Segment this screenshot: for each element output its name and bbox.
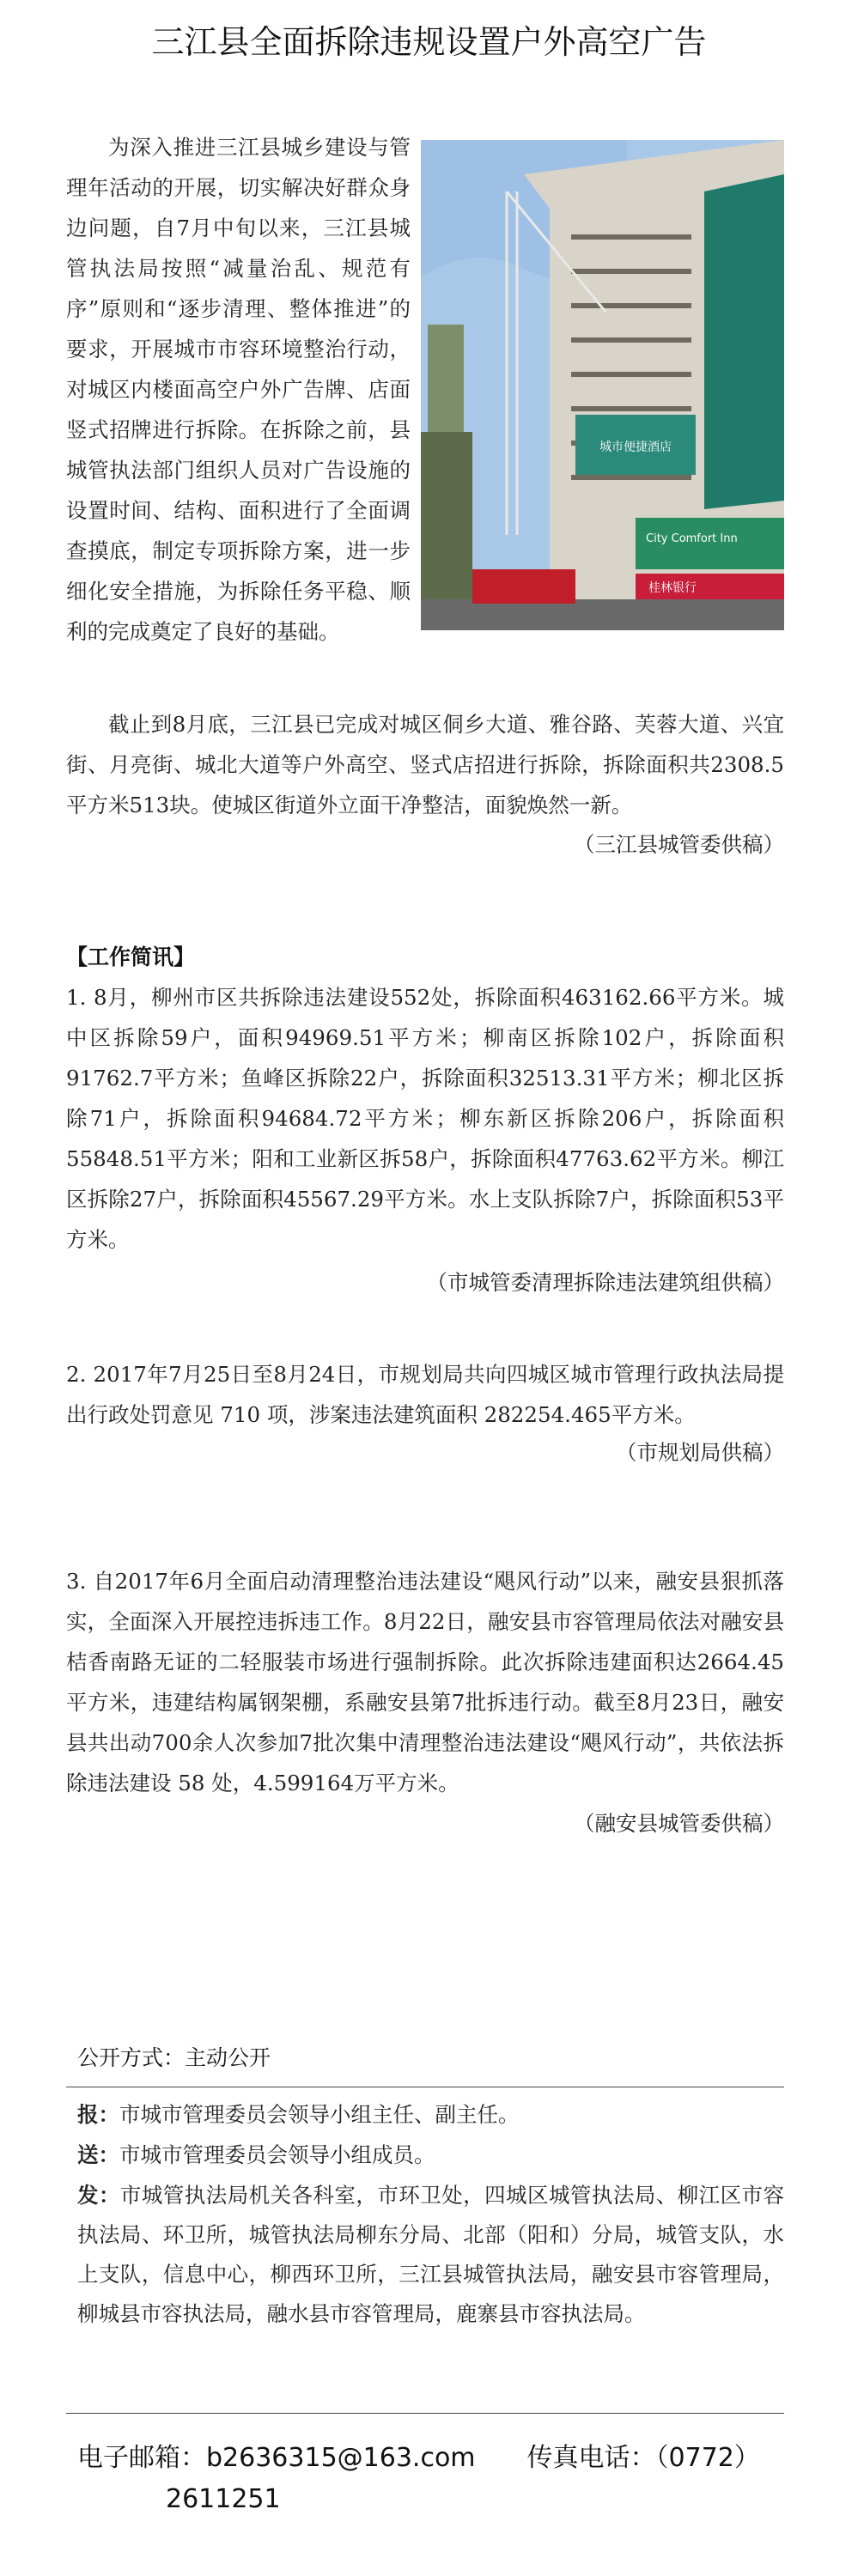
- distribution-send-label: 送：: [77, 2142, 119, 2167]
- article-paragraph-1: 为深入推进三江县城乡建设与管理年活动的开展，切实解决好群众身边问题，自7月中旬以来，三江县城管执法局按照“减量治乱、规范有序”原则和“逐步清理、整体推进”的要求，开展城市市容环境整治行动，对城区内楼面高空户外广告牌、店面竖式招牌进行拆除。在拆除之前，县城管执法部门组织人员对广告设施的设置时间、结构、面积进行了全面调查摸底，制定专项拆除方案，进一步细化安全措施，为拆除任务平稳、顺利的完成奠定了良好的基础。: [66, 127, 784, 694]
- brief-item-1: 1. 8月，柳州市区共拆除违法建设552处，拆除面积463162.66平方米。城中区拆除59户，面积94969.51平方米；柳南区拆除102户，拆除面积91762.7平方米；鱼峰区拆除22户，拆除面积32513.31平方米；柳北区拆除71户，拆除面积94684.72平方米；柳东新区拆除206户，拆除面积55848.51平方米；阳和工业新区拆58户，拆除面积47763.62平方米。柳江区拆除27户，拆除面积45567.29平方米。水上支队拆除7户，拆除面积53平方米。: [66, 985, 784, 1252]
- distribution-report-label: 报：: [77, 2102, 119, 2127]
- article-paragraph-2: 截止到8月底，三江县已完成对城区侗乡大道、雅谷路、芙蓉大道、兴宜街、月亮街、城北大道等户外高空、竖式店招进行拆除，拆除面积共2308.5平方米513块。使城区街道外立面干净整洁，面貌焕然一新。: [66, 712, 784, 817]
- photo-sign-text: 城市便捷酒店: [599, 440, 672, 454]
- brief-item-3-source: （融安县城管委供稿）: [574, 1811, 784, 1836]
- disclosure: 公开方式：主动公开: [77, 2045, 271, 2070]
- distribution-send: [77, 2136, 784, 2175]
- distribution-send-text: 市城市管理委员会领导小组成员。: [119, 2142, 435, 2167]
- briefs-heading: 【工作简讯】: [66, 945, 196, 969]
- photo-bank-sign: 桂林银行: [648, 581, 697, 595]
- brief-item-2: 2. 2017年7月25日至8月24日，市规划局共向四城区城市管理行政执法局提出行政处罚意见 710 项，涉案违法建筑面积 282254.465平方米。: [66, 1362, 784, 1427]
- divider-bottom: [66, 2413, 784, 2414]
- distribution-issue-text: 市城管执法局机关各科室，市环卫处，四城区城管执法局、柳江区市容执法局、环卫所，城管执法局柳东分局、北部（阳和）分局，城管支队，水上支队，信息中心，柳西环卫所，三江县城管执法局，融安县市容管理局，柳城县市容执法局，融水县市容管理局，鹿寨县市容执法局。: [77, 2183, 784, 2326]
- article-source: （三江县城管委供稿）: [574, 832, 784, 857]
- brief-item-3: 3. 自2017年6月全面启动清理整治违法建设“飓风行动”以来，融安县狠抓落实，全面深入开展控违拆违工作。8月22日，融安县市容管理局依法对融安县桔香南路无证的二轻服装市场进行强制拆除。此次拆除违建面积达2664.45平方米，违建结构属钢架棚，系融安县第7批拆违行动。截至8月23日，融安县共出动700余人次参加7批次集中清理整治违法建设“飓风行动”，共依法拆除违法建设 58 处，4.599164万平方米。: [66, 1569, 784, 1795]
- article-photo: [421, 140, 784, 630]
- distribution-issue: [77, 2176, 784, 2334]
- brief-item-1-source: （市城管委清理拆除违法建筑组供稿）: [426, 1270, 784, 1295]
- contact-line-2: 2611251: [166, 2484, 281, 2514]
- brief-item-2-source: （市规划局供稿）: [616, 1440, 784, 1465]
- page-title: 三江县全面拆除违规设置户外高空广告: [151, 23, 707, 61]
- distribution-issue-label: 发：: [77, 2183, 120, 2208]
- contact-line-1: 电子邮箱：b2636315@163.com 传真电话：（0772）: [77, 2443, 760, 2473]
- distribution-report: [77, 2095, 784, 2135]
- distribution-report-text: 市城市管理委员会领导小组主任、副主任。: [119, 2102, 520, 2127]
- photo-hotel-sign: City Comfort Inn: [646, 532, 738, 545]
